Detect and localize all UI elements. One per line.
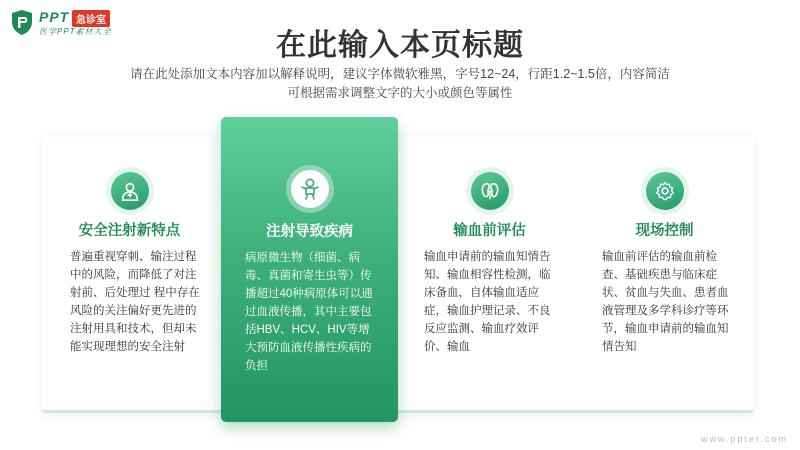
icon-badge [106, 167, 154, 215]
doctor-icon [119, 180, 141, 202]
card-text: 普遍重视穿刺、输注过程中的风险，而降低了对注射前、后处理过 程中存在风险的关注偏好更先进的注射用具和技术，但却未能实现理想的安全注射 [70, 251, 200, 353]
card-heading: 输血前评估 [453, 223, 526, 239]
card-heading: 现场控制 [635, 223, 694, 239]
gear-icon [654, 180, 676, 202]
card-injection-disease-featured [221, 117, 398, 422]
card-heading: 注射导致疾病 [266, 224, 353, 240]
icon-badge [286, 165, 334, 213]
kidney-icon [479, 180, 501, 202]
icon-badge [641, 167, 689, 215]
card-on-site-control [577, 137, 752, 410]
subtitle-line-2: 可根据需求调整文字的大小或颜色等属性 [287, 86, 513, 100]
card-safe-injection [42, 137, 217, 410]
page-subtitle [100, 65, 700, 103]
logo-brand: PPT [39, 9, 70, 25]
icon-badge [466, 167, 514, 215]
logo-badge: 急诊室 [72, 10, 110, 27]
card-heading: 安全注射新特点 [78, 223, 181, 239]
logo-tagline: 医学PPT素材大全 [39, 27, 112, 36]
card-text: 病原微生物（细菌、病毒、真菌和寄生虫等）传播超过40种病原体可以通过血液传播，其中主要包括HBV、HCV、HIV等增大预防血液传播性疾病的负担 [245, 252, 373, 372]
card-text: 输血前评估的输血前检查、基础疾患与临床症状、贫血与失血、患者血液管理及多学科诊疗等环节，输血申请前的输血知情告知 [602, 251, 729, 353]
card-text: 输血申请前的输血知情告知、输血相容性检测，临床备血，自体输血适应症，输血护理记录、不良反应监测、输血疗效评价、输血 [424, 251, 551, 353]
page-title: 在此输入本页标题 [276, 29, 524, 62]
content-panel [42, 137, 754, 413]
baby-icon [298, 177, 322, 201]
watermark: www.ppter.com [700, 434, 788, 444]
card-pre-transfusion [402, 137, 577, 410]
subtitle-line-1: 请在此处添加文本内容加以解释说明，建议字体微软雅黑，字号12~24，行距1.2~1.5倍，内容简洁 [130, 67, 670, 81]
